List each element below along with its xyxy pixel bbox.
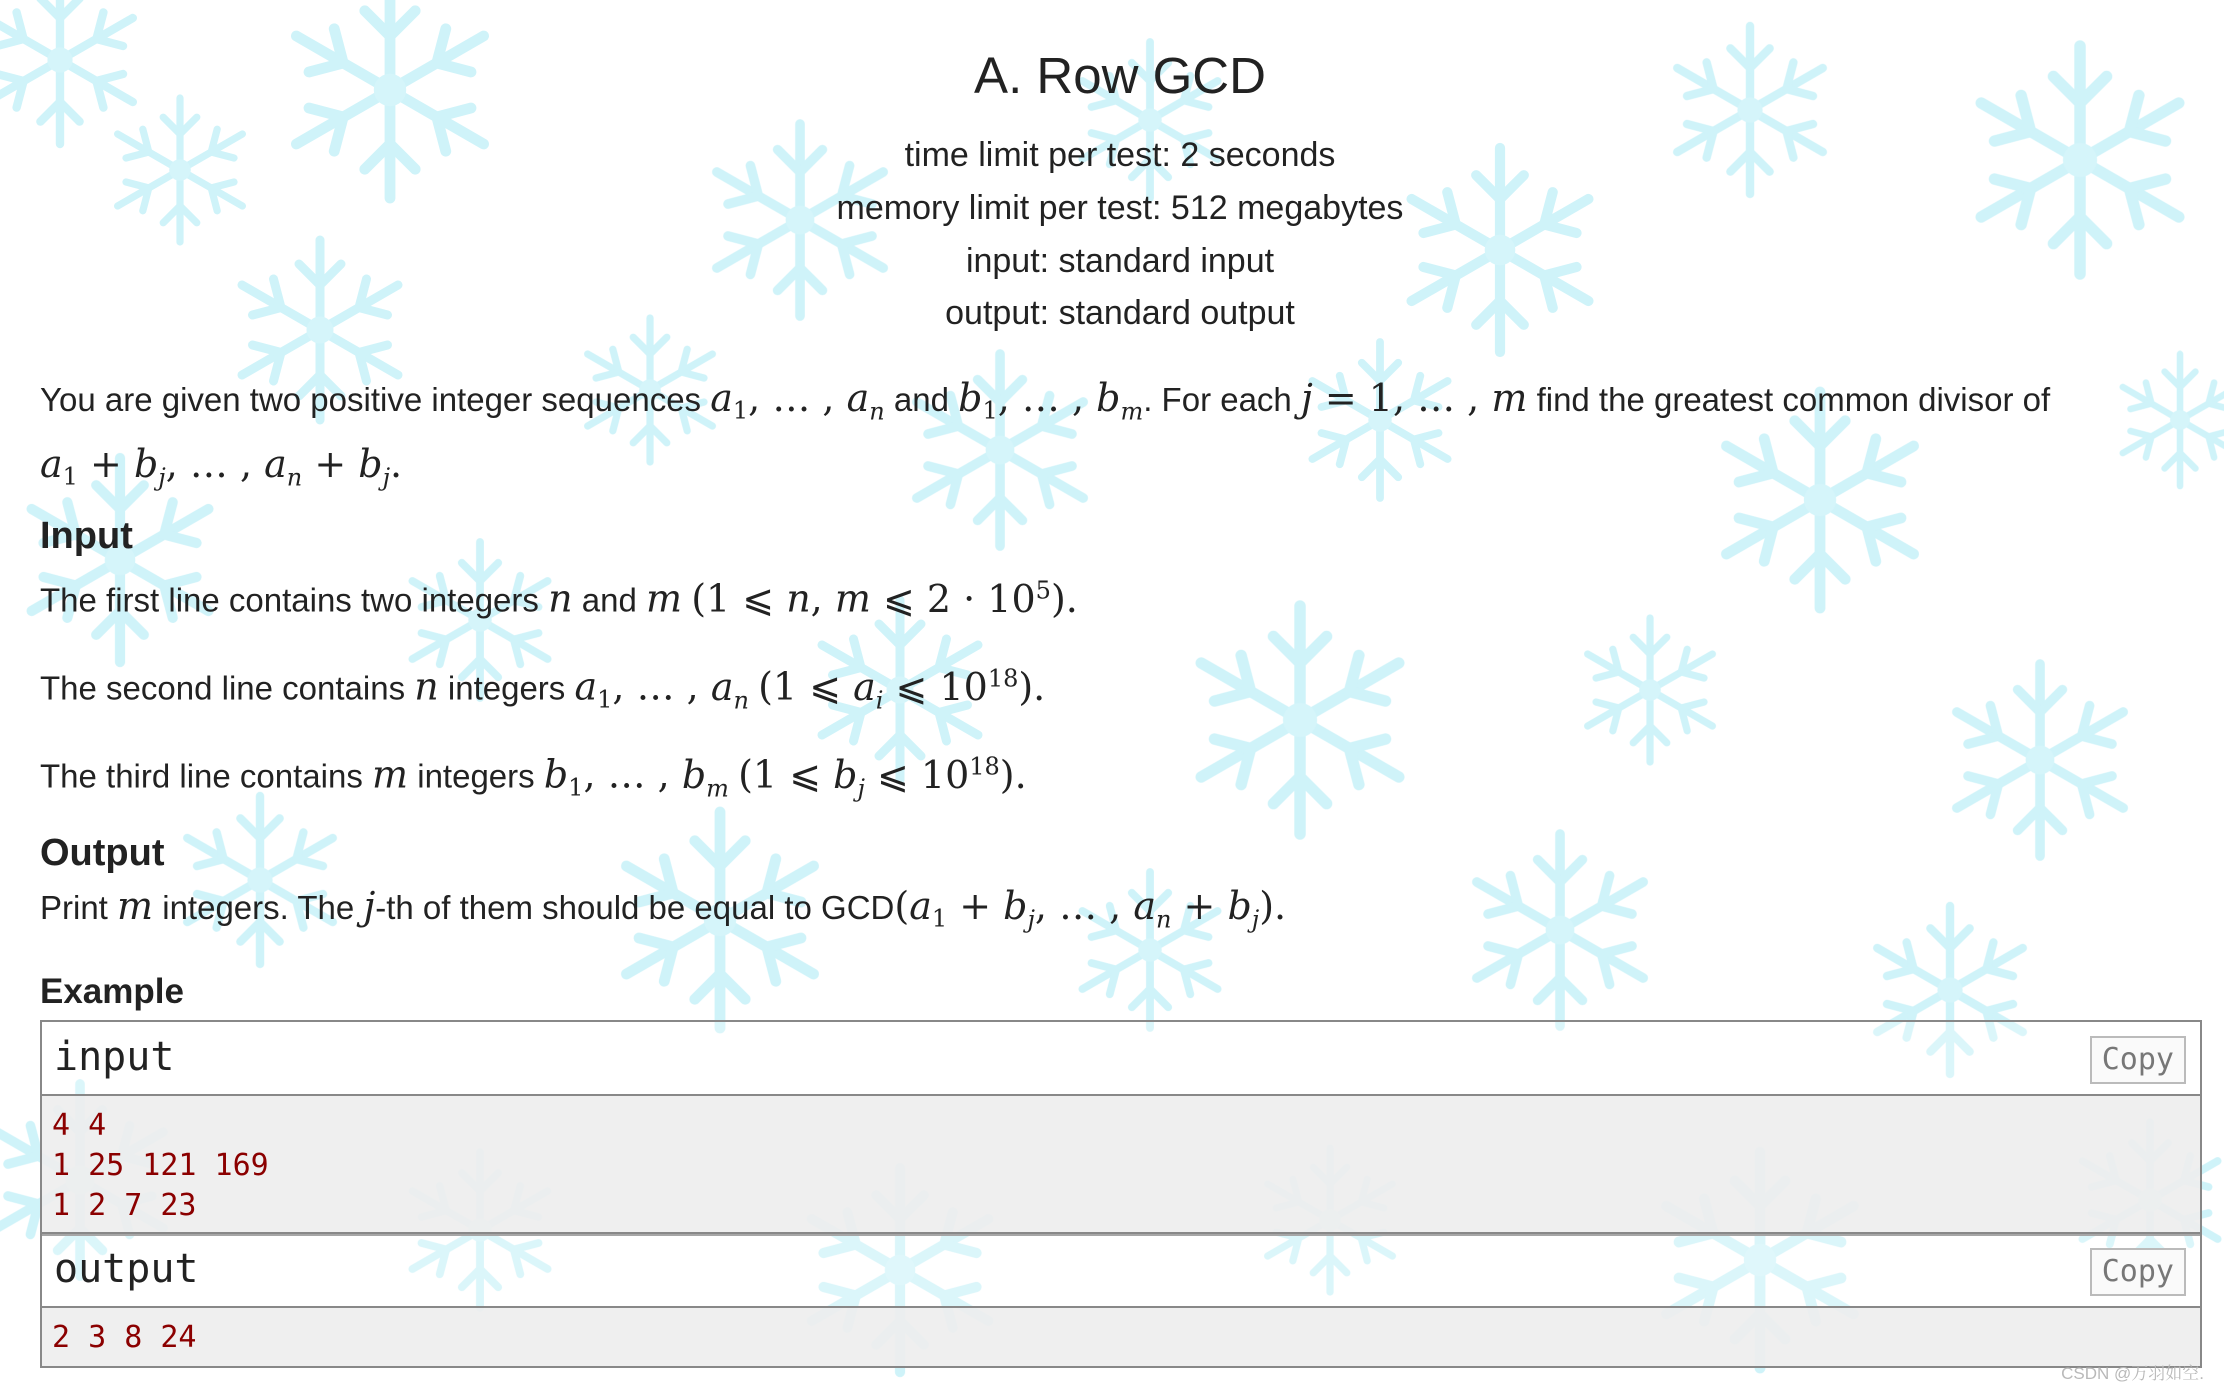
input-line-1: The first line contains two integers n and m (1 ⩽ n, m ⩽ $2 \cdot 10^5$). xyxy=(40,576,1078,621)
input-heading: Input xyxy=(40,515,133,557)
input-line-3: The third line contains m integers $b_1$, … , $b_m$ (1 ⩽ $b_j$ ⩽ $10^{18}$). xyxy=(40,752,1027,803)
problem-statement: You are given two positive integer sequences $a_1$, … , $a_n$ and $b_1$, … , $b_m$. For each j = 1, … , m find the greatest common divisor of $a_1 + b_j$, … , $a_n + b_j$. xyxy=(40,376,2051,492)
output-file: output: standard output xyxy=(945,294,1295,332)
output-line: 2 3 8 24 xyxy=(52,1320,197,1355)
input-line: 1 2 7 23 xyxy=(52,1188,197,1223)
input-line: 1 25 121 169 xyxy=(52,1148,269,1183)
example-input-content xyxy=(42,1096,2200,1234)
copy-output-button[interactable]: Copy xyxy=(2090,1248,2186,1296)
example-output-content xyxy=(42,1308,2200,1366)
time-limit: time limit per test: 2 seconds xyxy=(904,136,1336,174)
example-output-header xyxy=(42,1234,2200,1308)
input-line: 4 4 xyxy=(52,1108,107,1143)
example-output-box xyxy=(40,1232,2202,1368)
input-line-2: The second line contains n integers $a_1$, … , $a_n$ (1 ⩽ $a_i$ ⩽ $10^{18}$). xyxy=(40,664,1046,715)
example-input-box xyxy=(40,1020,2202,1236)
problem-title: A. Row GCD xyxy=(974,47,1266,104)
example-output-label: output xyxy=(54,1246,199,1292)
example-heading: Example xyxy=(40,972,184,1011)
output-heading: Output xyxy=(40,832,165,874)
watermark: CSDN @万羽如空. xyxy=(2061,1364,2204,1383)
input-file: input: standard input xyxy=(965,242,1275,280)
memory-limit: memory limit per test: 512 megabytes xyxy=(836,189,1404,227)
example-input-header xyxy=(42,1022,2200,1096)
example-input-label: input xyxy=(54,1034,175,1080)
copy-input-button[interactable]: Copy xyxy=(2090,1036,2186,1084)
output-description: Print m integers. The j-th of them should be equal to $GCD(a_1 + b_j$, … , $a_n + b_j$). xyxy=(40,884,1287,934)
